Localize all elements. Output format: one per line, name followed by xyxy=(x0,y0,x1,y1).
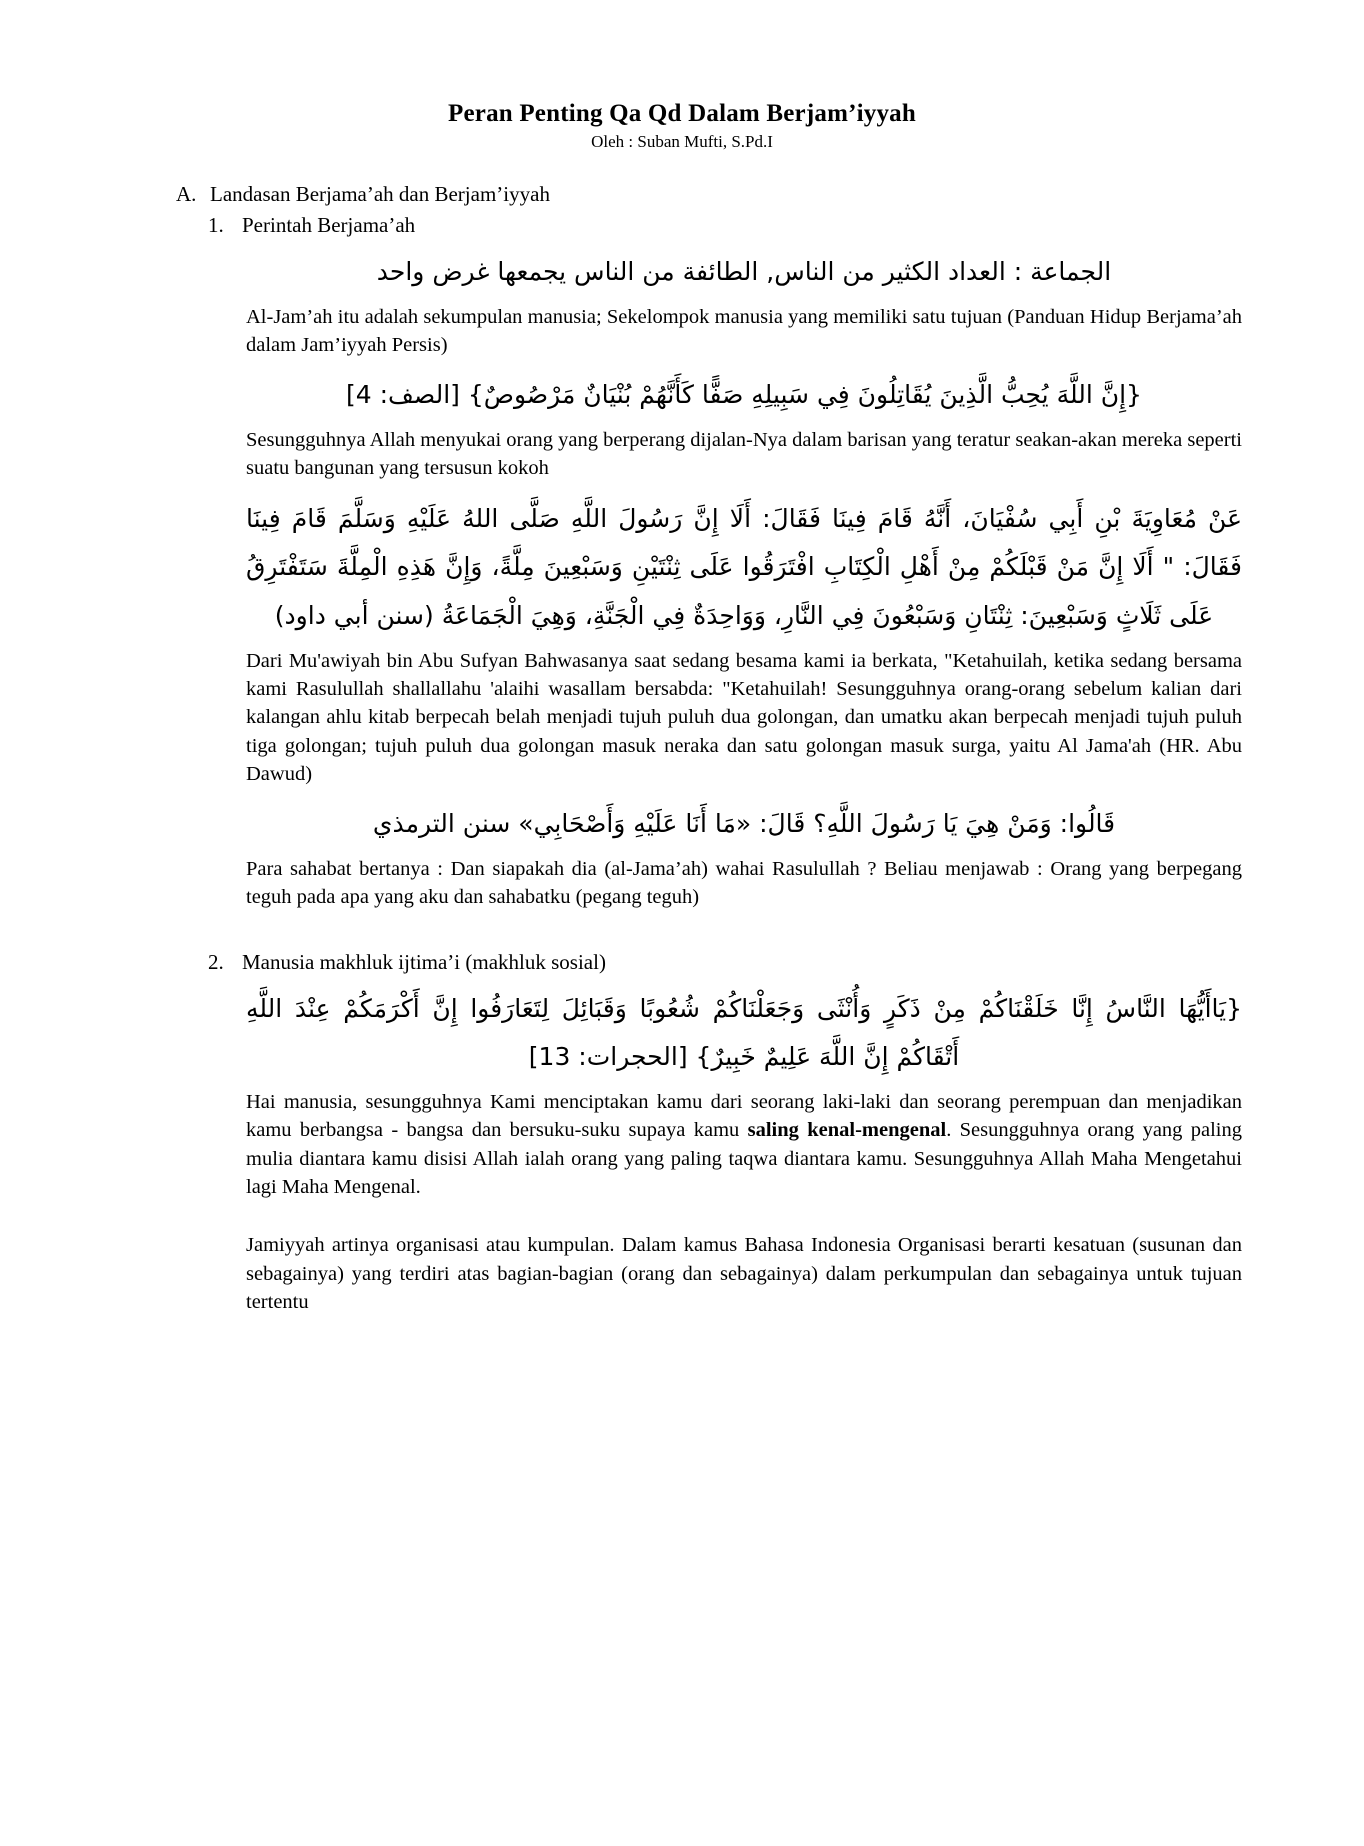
author-byline: Oleh : Suban Mufti, S.Pd.I xyxy=(591,132,773,151)
subsection-title-2: Manusia makhluk ijtima’i (makhluk sosial) xyxy=(242,949,606,974)
arabic-quran-ash-shaff-4: {إِنَّ اللَّهَ يُحِبُّ الَّذِينَ يُقَاتِلُونَ فِي سَبِيلِهِ صَفًّا كَأَنَّهُمْ بُنْيَانٌ مَرْصُوصٌ} [الصف: 4] xyxy=(346,380,1142,410)
arabic-definition-jamaah: الجماعة : العداد الكثير من الناس, الطائفة من الناس يجمعها غرض واحد xyxy=(376,257,1112,286)
paragraph-spacer xyxy=(246,1213,1242,1227)
subsection-title-1: Perintah Berjama’ah xyxy=(242,213,416,237)
translation-hadith-abu-dawud: Dari Mu'awiyah bin Abu Sufyan Bahwasanya saat sedang besama kami ia berkata, "Ketahuilah, ketika sedang bersama kami Rasulullah shallallahu 'alaihi wasallam bersabda: "Ketahuilah! Sesungguhnya orang-orang sebelum kalian dari kalangan ahlu kitab berpecah belah menjadi tujuh puluh dua golongan, dan umatku akan berpecah menjadi tujuh puluh tiga golongan; tujuh puluh dua golongan masuk neraka dan satu golongan masuk surga, yaitu Al Jama'ah (HR. Abu Dawud) xyxy=(246,649,1242,785)
arabic-hadith-abu-dawud: عَنْ مُعَاوِيَةَ بْنِ أَبِي سُفْيَانَ، أَنَّهُ قَامَ فِينَا فَقَالَ: أَلَا إِنَّ رَسُولَ اللَّهِ صَلَّى اللهُ عَلَيْهِ وَسَلَّمَ قَامَ فِينَا فَقَالَ: " أَلَا إِنَّ مَنْ قَبْلَكُمْ مِنْ أَهْلِ الْكِتَابِ افْتَرَقُوا عَلَى ثِنْتَيْنِ وَسَبْعِينَ مِلَّةً، وَإِنَّ هَذِهِ الْمِلَّةَ سَتَفْتَرِقُ عَلَى ثَلَاثٍ وَسَبْعِينَ: ثِنْتَانِ وَسَبْعُونَ فِي النَّارِ، وَوَاحِدَةٌ فِي الْجَنَّةِ، وَهِيَ الْجَمَاعَةُ (سنن أبي داود) xyxy=(246,503,1242,631)
section-spacer xyxy=(118,924,1246,950)
subsection-1-body xyxy=(118,248,1246,912)
section-title-a: Landasan Berjama’ah dan Berjam’iyyah xyxy=(210,182,550,206)
section-heading-a xyxy=(118,182,1246,207)
subsection-heading-2 xyxy=(118,950,1246,975)
subsection-marker-2: 2. xyxy=(208,949,224,974)
subsection-heading-1 xyxy=(118,213,1246,238)
translation-emphasis: saling kenal-mengenal xyxy=(747,1119,947,1142)
subsection-2-body xyxy=(118,985,1246,1316)
arabic-hadith-tirmidzi: قَالُوا: وَمَنْ هِيَ يَا رَسُولَ اللَّهِ؟ قَالَ: «مَا أَنَا عَلَيْهِ وَأَصْحَابِي» سنن الترمذي xyxy=(372,809,1116,839)
translation-definition-jamaah: Al-Jam’ah itu adalah sekumpulan manusia; Sekelompok manusia yang memiliki satu tujuan (Panduan Hidup Berjama’ah dalam Jam’iyyah Persis) xyxy=(246,305,1242,357)
section-marker-a: A. xyxy=(176,182,197,206)
translation-part-3: . Sesungguhnya orang yang paling mulia diantara kamu disisi Allah ialah orang yang paling taqwa diantara kamu. Sesungguhnya Allah Maha Mengetahui lagi Maha Mengenal. xyxy=(246,1119,1242,1198)
translation-hadith-tirmidzi: Para sahabat bertanya : Dan siapakah dia (al-Jama’ah) wahai Rasulullah ? Beliau menjawab : Orang yang berpegang teguh pada apa yang aku dan sahabatku (pegang teguh) xyxy=(246,858,1242,909)
paragraph-definition-jamiyyah: Jamiyyah artinya organisasi atau kumpulan. Dalam kamus Bahasa Indonesia Organisasi berarti kesatuan (susunan dan sebagainya) yang terdiri atas bagian-bagian (orang dan sebagainya) dalam perkumpulan dan sebagainya untuk tujuan tertentu xyxy=(246,1234,1242,1313)
translation-quran-al-hujurat-13 xyxy=(246,1088,1242,1201)
arabic-quran-al-hujurat-13: {يَاأَيُّهَا النَّاسُ إِنَّا خَلَقْنَاكُمْ مِنْ ذَكَرٍ وَأُنْثَى وَجَعَلْنَاكُمْ شُعُوبًا وَقَبَائِلَ لِتَعَارَفُوا إِنَّ أَكْرَمَكُمْ عِنْدَ اللَّهِ أَتْقَاكُمْ إِنَّ اللَّهَ عَلِيمٌ خَبِيرٌ} [الحجرات: 13] xyxy=(246,993,1242,1072)
subsection-marker-1: 1. xyxy=(208,213,224,237)
translation-quran-ash-shaff-4: Sesungguhnya Allah menyukai orang yang berperang dijalan-Nya dalam barisan yang teratur seakan-akan mereka seperti suatu bangunan yang tersusun kokoh xyxy=(246,429,1242,480)
translation-part-1: Hai manusia, sesungguhnya Kami menciptakan kamu dari seorang laki-laki dan seorang perempuan dan menjadikan kamu berbangsa - bangsa dan bersuku-suku supaya kamu xyxy=(246,1091,1242,1142)
page-title: Peran Penting Qa Qd Dalam Berjam’iyyah xyxy=(448,100,916,127)
